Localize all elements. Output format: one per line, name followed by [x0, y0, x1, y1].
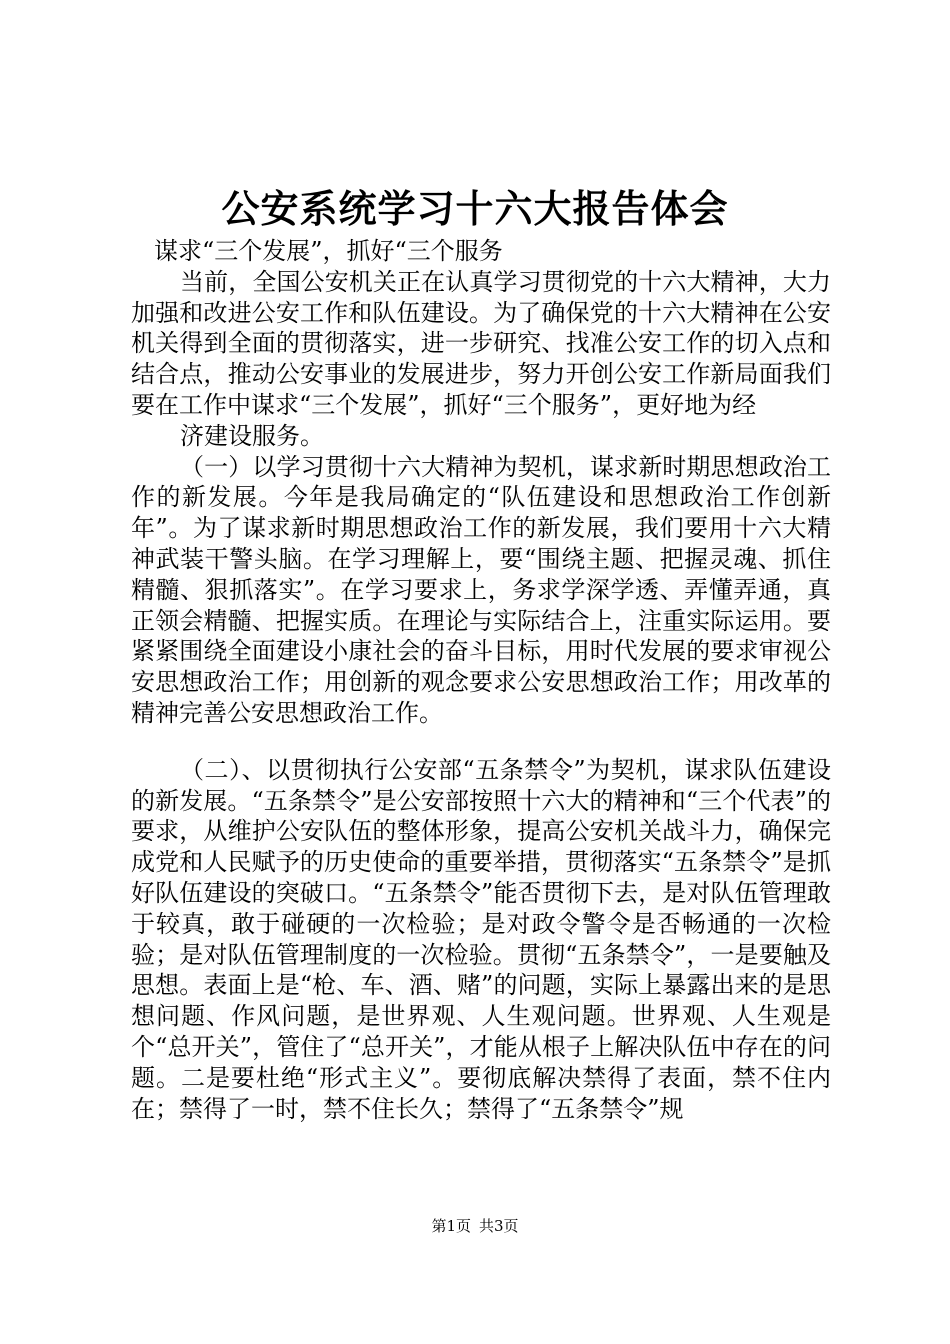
- paragraph-gap: [131, 729, 831, 755]
- page-footer: [0, 1216, 950, 1236]
- paragraph-intro-continued: 济建设服务。: [180, 421, 324, 450]
- page-number: 第1页: [431, 1217, 471, 1235]
- document-body: [131, 236, 831, 1124]
- document-title: 公安系统学习十六大报告体会: [221, 186, 729, 231]
- page-total: 共3页: [479, 1217, 519, 1235]
- paragraph-section-two: （二）、以贯彻执行公安部“五条禁令”为契机，谋求队伍建设的新发展。“五条禁令”是公安部按照十六大的精神和“三个代表”的要求，从维护公安队伍的整体形象，提高公安机关战斗力，确保完成党和人民赋予的历史使命的重要举措，贯彻落实“五条禁令”是抓好队伍建设的突破口。“五条禁令”能否贯彻下去，是对队伍管理敢于较真，敢于碰硬的一次检验；是对政令警令是否畅通的一次检验；是对队伍管理制度的一次检验。贯彻“五条禁令”，一是要触及思想。表面上是“枪、车、酒、赌”的问题，实际上暴露出来的是思想问题、作风问题，是世界观、人生观问题。世界观、人生观是个“总开关”，管住了“总开关”，才能从根子上解决队伍中存在的问题。二是要杜绝“形式主义”。要彻底解决禁得了表面，禁不住内在；禁得了一时，禁不住长久；禁得了“五条禁令”规: [131, 755, 831, 1123]
- paragraph-intro: 当前，全国公安机关正在认真学习贯彻党的十六大精神，大力加强和改进公安工作和队伍建设。为了确保党的十六大精神在公安机关得到全面的贯彻落实，进一步研究、找准公安工作的切入点和结合点，推动公安事业的发展进步，努力开创公安工作新局面我们要在工作中谋求“三个发展”，抓好“三个服务”，更好地为经: [131, 267, 831, 419]
- document-subtitle: 谋求“三个发展”，抓好“三个服务: [154, 237, 503, 265]
- paragraph-section-one: （一）以学习贯彻十六大精神为契机，谋求新时期思想政治工作的新发展。今年是我局确定的“队伍建设和思想政治工作创新年”。为了谋求新时期思想政治工作的新发展，我们要用十六大精神武装干警头脑。在学习理解上，要“围绕主题、把握灵魂、抓住精髓、狠抓落实”。在学习要求上，务求学深学透、弄懂弄通，真正领会精髓、把握实质。在理论与实际结合上，注重实际运用。要紧紧围绕全面建设小康社会的奋斗目标，用时代发展的要求审视公安思想政治工作；用创新的观念要求公安思想政治工作；用改革的精神完善公安思想政治工作。: [131, 452, 831, 727]
